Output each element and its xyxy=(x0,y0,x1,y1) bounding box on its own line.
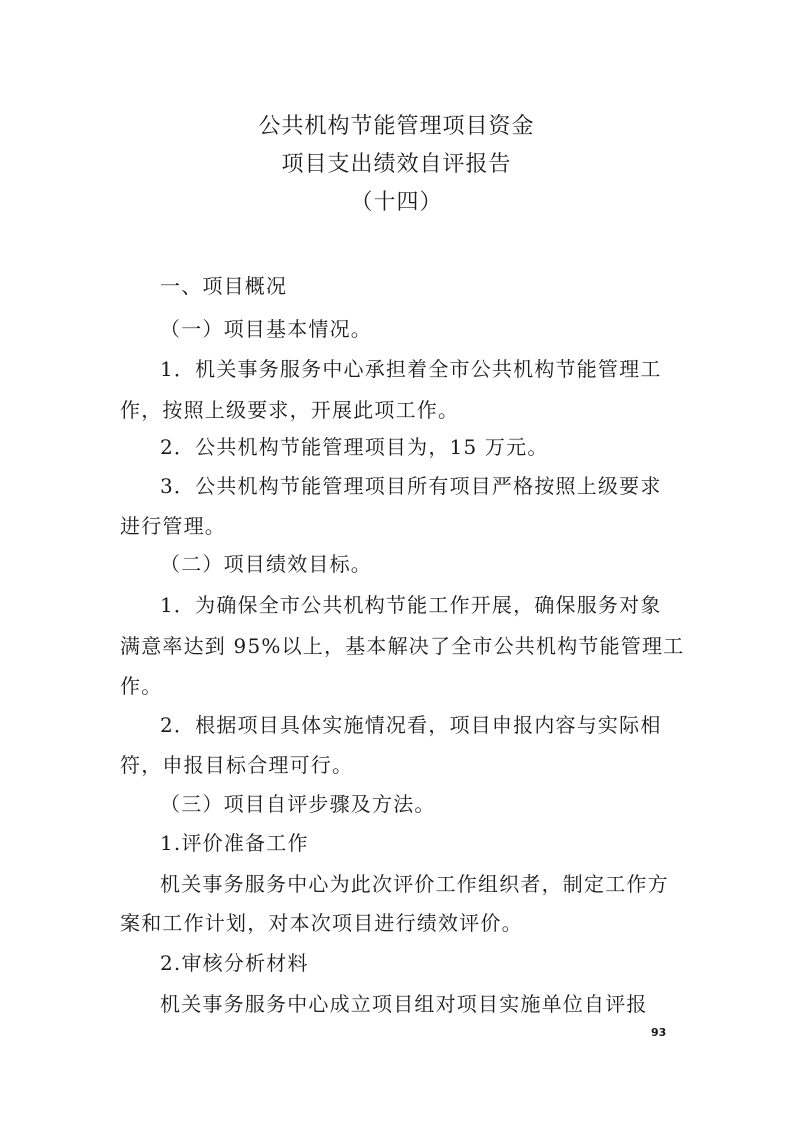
paragraph-line: 进行管理。 xyxy=(120,514,226,538)
paragraph-line: 作，按照上级要求，开展此项工作。 xyxy=(120,398,460,422)
step-heading-review: 2.审核分析材料 xyxy=(160,951,309,975)
section-heading-overview: 一、项目概况 xyxy=(160,274,288,298)
paragraph-line: 2．根据项目具体实施情况看，项目申报内容与实际相 xyxy=(160,713,662,737)
paragraph-line: 符，申报目标合理可行。 xyxy=(120,753,354,777)
paragraph-line: 1．机关事务服务中心承担着全市公共机构节能管理工 xyxy=(160,357,662,381)
document-title-line-1: 公共机构节能管理项目资金 xyxy=(258,114,535,139)
page-number: 93 xyxy=(651,1026,667,1039)
step-heading-preparation: 1.评价准备工作 xyxy=(160,831,309,855)
paragraph-line: 作。 xyxy=(120,674,163,698)
subsection-heading-performance-goals: （二）项目绩效目标。 xyxy=(160,552,372,576)
paragraph-line: 案和工作计划，对本次项目进行绩效评价。 xyxy=(120,911,523,935)
subsection-heading-self-evaluation: （三）项目自评步骤及方法。 xyxy=(160,792,436,816)
paragraph-line: 机关事务服务中心为此次评价工作组织者，制定工作方 xyxy=(160,872,669,896)
document-title-line-2: 项目支出绩效自评报告 xyxy=(281,152,512,177)
paragraph-line: 3．公共机构节能管理项目所有项目严格按照上级要求 xyxy=(160,474,662,498)
paragraph-line: 2．公共机构节能管理项目为，15 万元。 xyxy=(160,435,549,459)
document-title-line-3: （十四） xyxy=(350,190,443,215)
paragraph-line: 满意率达到 95%以上，基本解决了全市公共机构节能管理工 xyxy=(120,634,685,658)
subsection-heading-basic-info: （一）项目基本情况。 xyxy=(160,317,372,341)
paragraph-line: 1．为确保全市公共机构节能工作开展，确保服务对象 xyxy=(160,593,662,617)
paragraph-line: 机关事务服务中心成立项目组对项目实施单位自评报 xyxy=(160,992,648,1016)
